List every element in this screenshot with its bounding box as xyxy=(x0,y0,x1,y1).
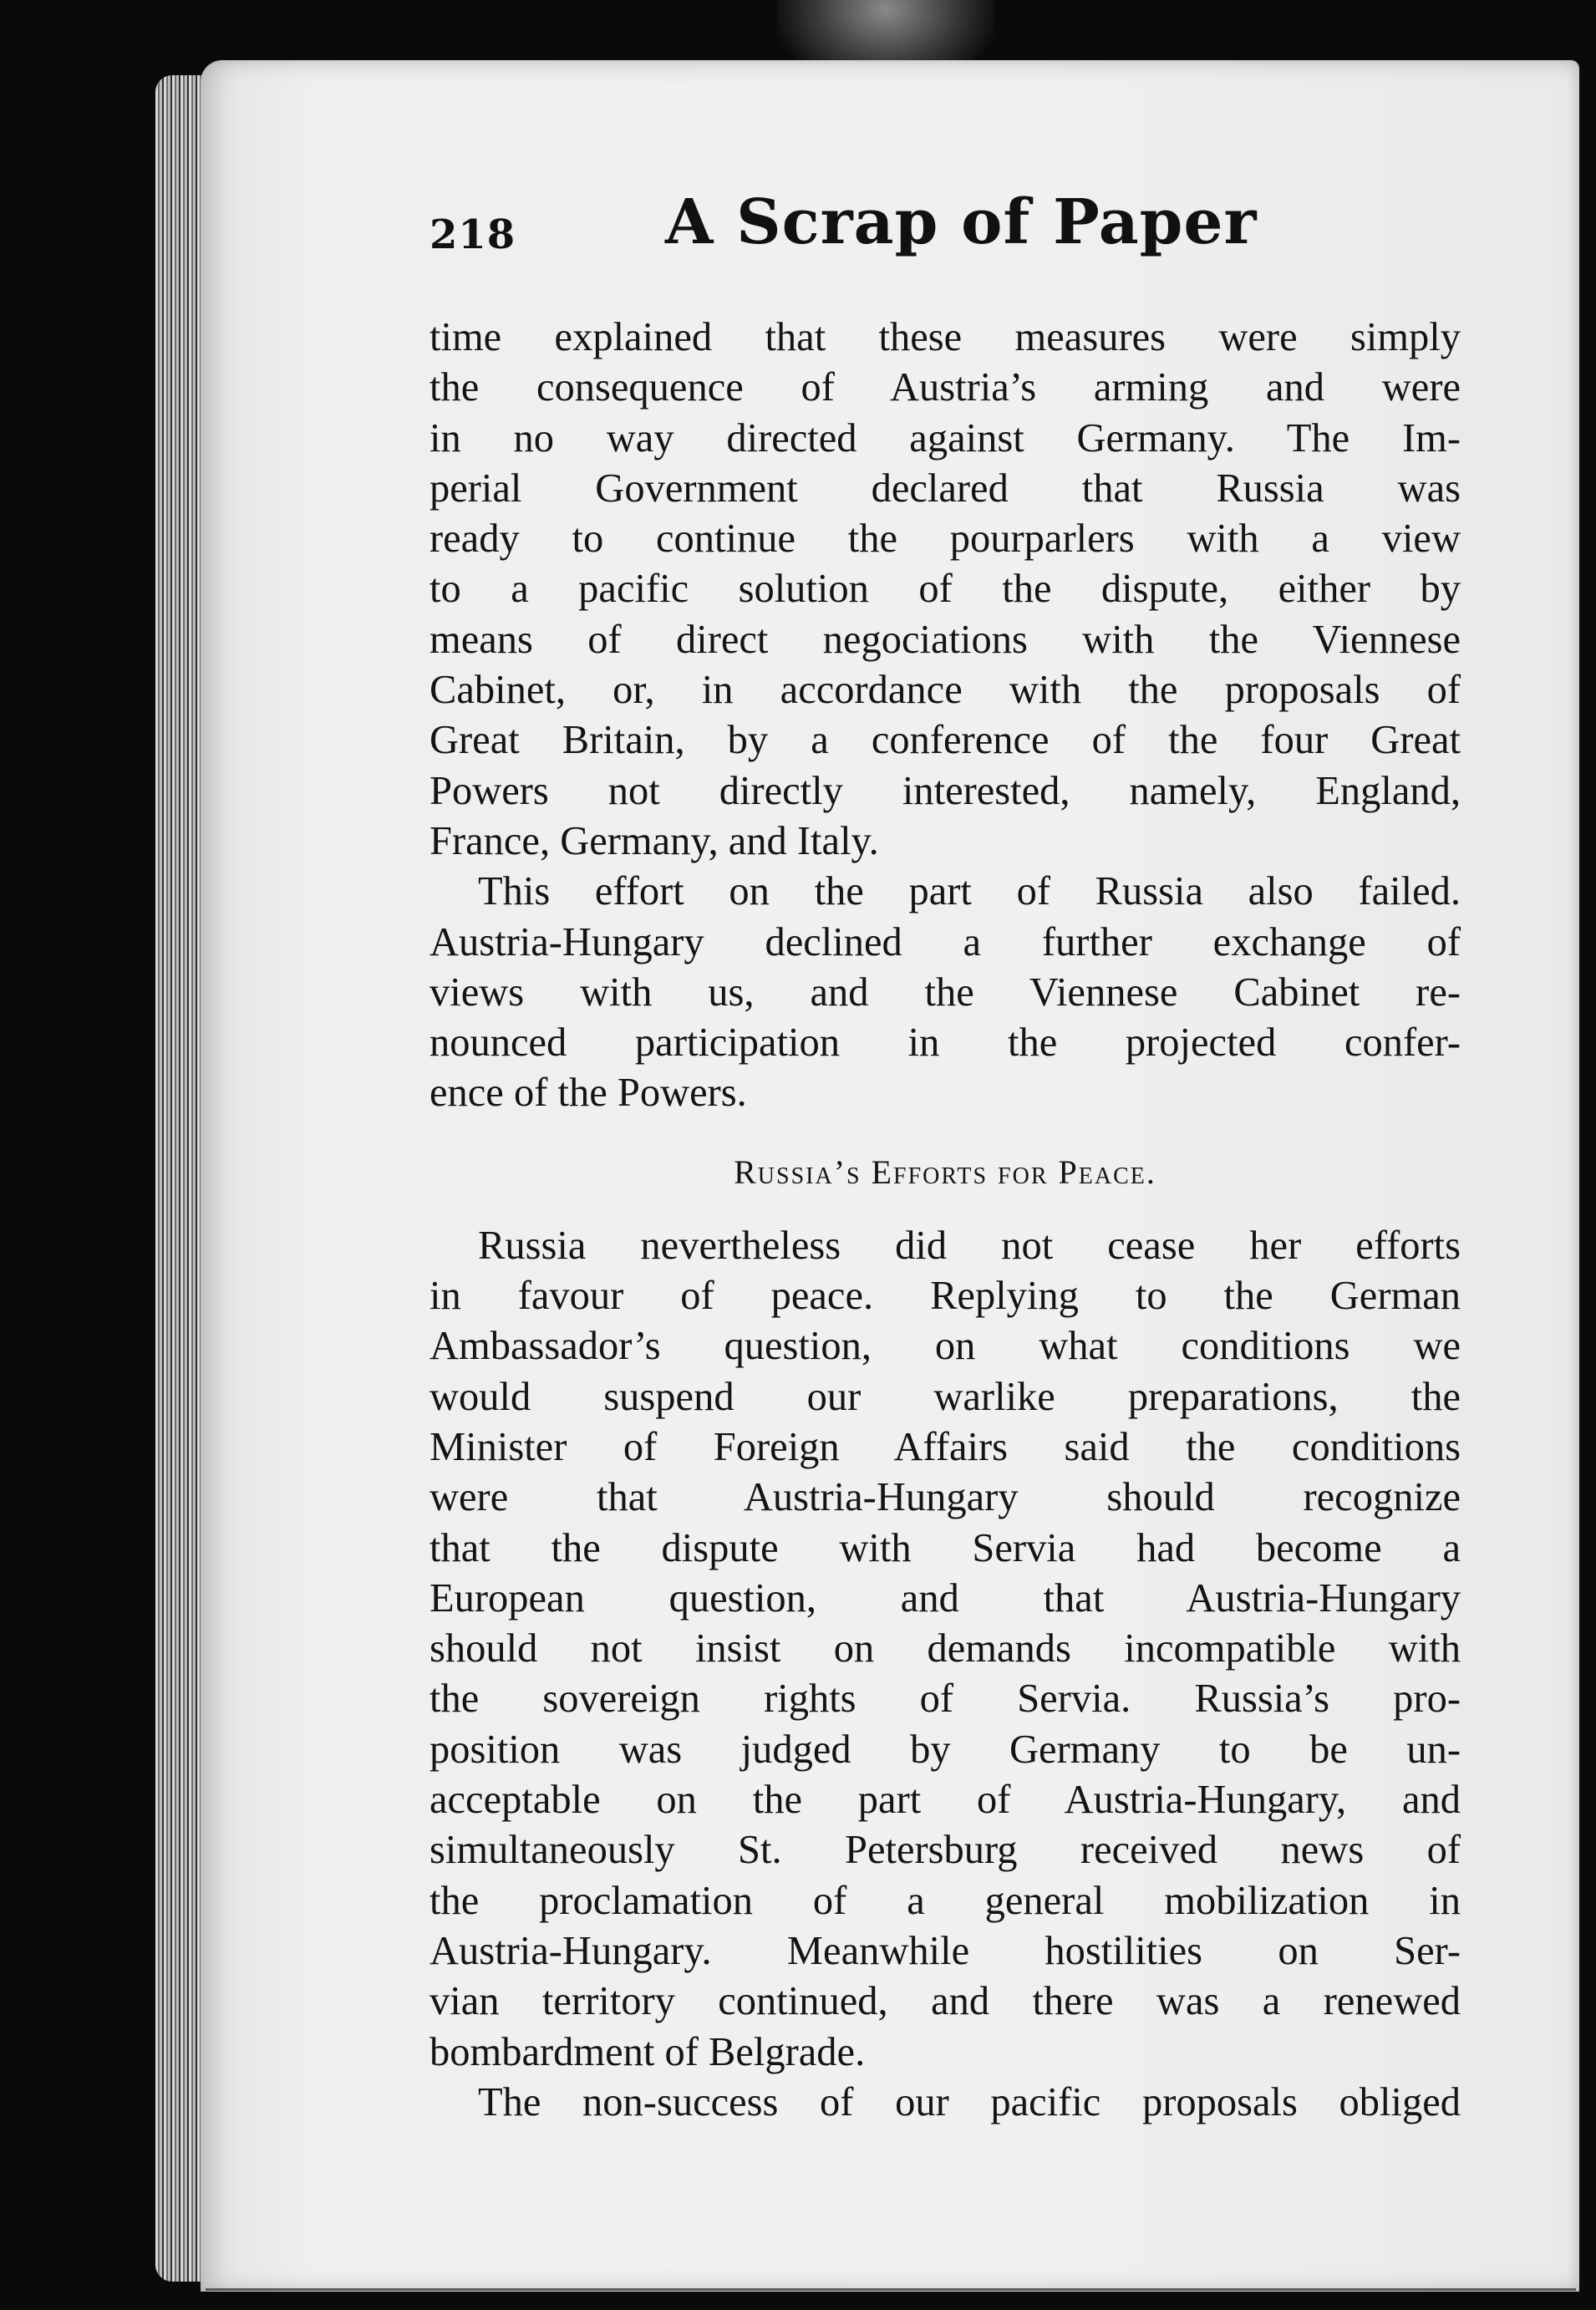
text-line: Great Britain, by a conference of the four Great xyxy=(429,718,1461,763)
text-line: perial Government declared that Russia was xyxy=(429,466,1461,511)
text-line: European question, and that Austria-Hungary xyxy=(429,1575,1461,1621)
text-line: vian territory continued, and there was a renewed xyxy=(429,1979,1461,2024)
text-line: Austria-Hungary. Meanwhile hostilities on Ser- xyxy=(429,1928,1461,1973)
page-bottom-edge xyxy=(206,2288,1576,2291)
text-line: the proclamation of a general mobilization in xyxy=(429,1878,1461,1923)
text-line: acceptable on the part of Austria-Hungary, and xyxy=(429,1778,1461,1823)
text-line: simultaneously St. Petersburg received news of xyxy=(429,1828,1461,1873)
text-line: bombardment of Belgrade. xyxy=(429,2029,866,2074)
book-page-edges xyxy=(155,75,206,2282)
text-line: Austria-Hungary declined a further exchange of xyxy=(429,919,1461,964)
text-line: Cabinet, or, in accordance with the proposals of xyxy=(429,668,1461,713)
text-line: in no way directed against Germany. The Im- xyxy=(429,415,1461,460)
text-line: in favour of peace. Replying to the German xyxy=(429,1274,1461,1319)
text-line: means of direct negociations with the Viennese xyxy=(429,617,1461,662)
text-line: Russia nevertheless did not cease her efforts xyxy=(478,1223,1461,1268)
text-line: time explained that these measures were simply xyxy=(429,315,1461,359)
text-line: ready to continue the pourparlers with a view xyxy=(429,516,1461,562)
page-number: 218 xyxy=(429,211,516,258)
text-line: Ambassador’s question, on what conditions we xyxy=(429,1324,1461,1369)
text-line: Minister of Foreign Affairs said the conditions xyxy=(429,1424,1461,1469)
text-line: the consequence of Austria’s arming and were xyxy=(429,365,1461,410)
text-line: The non-success of our pacific proposals obliged xyxy=(478,2079,1461,2124)
text-line: to a pacific solution of the dispute, either by xyxy=(429,567,1461,612)
text-line: would suspend our warlike preparations, the xyxy=(429,1374,1461,1419)
text-line: ence of the Powers. xyxy=(429,1071,747,1116)
text-line: position was judged by Germany to be un- xyxy=(429,1727,1461,1772)
text-line: nounced participation in the projected confer- xyxy=(429,1020,1461,1066)
section-heading: Russia’s Efforts for Peace. xyxy=(734,1152,1156,1191)
text-line: that the dispute with Servia had become a xyxy=(429,1525,1461,1570)
text-line: the sovereign rights of Servia. Russia’s pro- xyxy=(429,1677,1461,1722)
text-line: France, Germany, and Italy. xyxy=(429,818,879,863)
page-header xyxy=(429,180,1466,280)
text-line: Powers not directly interested, namely, England, xyxy=(429,768,1461,813)
text-line: were that Austria-Hungary should recognize xyxy=(429,1475,1461,1520)
page-body xyxy=(429,313,1461,2128)
text-line: This effort on the part of Russia also failed. xyxy=(478,869,1461,914)
text-line: should not insist on demands incompatible with xyxy=(429,1626,1461,1671)
running-title: A Scrap of Paper xyxy=(665,186,1258,258)
text-line: views with us, and the Viennese Cabinet re- xyxy=(429,969,1461,1015)
